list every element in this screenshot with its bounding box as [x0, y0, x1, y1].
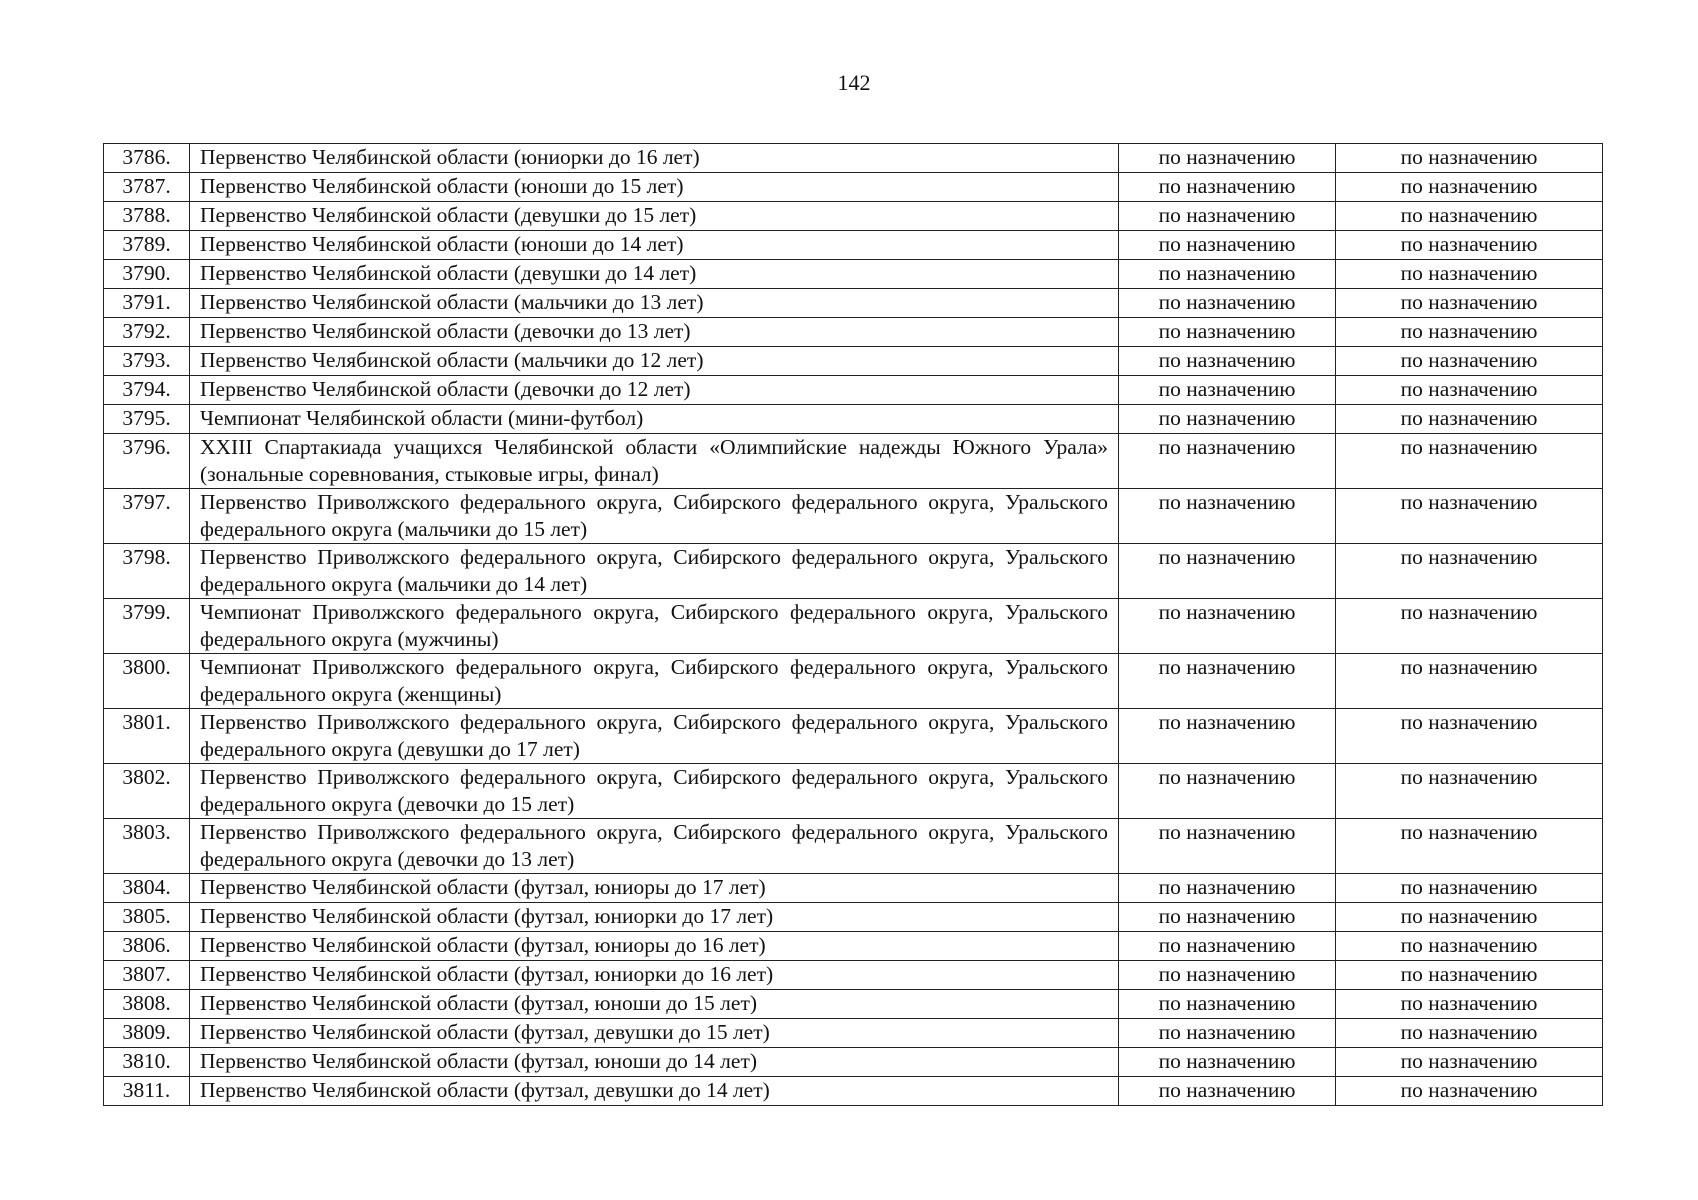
event-name: Первенство Приволжского федерального округа, Сибирского федерального округа, Уральского федерального округа (девочки до 15 лет) [190, 764, 1119, 819]
row-number: 3810. [104, 1048, 190, 1077]
row-number: 3792. [104, 318, 190, 347]
col4-value: по назначению [1336, 990, 1603, 1019]
table-row [104, 764, 1603, 819]
row-number: 3788. [104, 202, 190, 231]
event-name: Первенство Челябинской области (юниорки до 16 лет) [190, 144, 1119, 173]
col3-value: по назначению [1119, 599, 1336, 654]
table-row [104, 318, 1603, 347]
row-number: 3798. [104, 544, 190, 599]
row-number: 3804. [104, 874, 190, 903]
table-row [104, 599, 1603, 654]
row-number: 3796. [104, 434, 190, 489]
row-number: 3791. [104, 289, 190, 318]
col3-value: по назначению [1119, 347, 1336, 376]
col3-value: по назначению [1119, 874, 1336, 903]
col4-value: по назначению [1336, 654, 1603, 709]
table-row [104, 173, 1603, 202]
col4-value: по назначению [1336, 599, 1603, 654]
col4-value: по назначению [1336, 231, 1603, 260]
event-name: Первенство Челябинской области (футзал, юноши до 14 лет) [190, 1048, 1119, 1077]
col3-value: по назначению [1119, 544, 1336, 599]
event-name: Чемпионат Приволжского федерального округа, Сибирского федерального округа, Уральского федерального округа (женщины) [190, 654, 1119, 709]
event-name: Первенство Челябинской области (футзал, юниоры до 17 лет) [190, 874, 1119, 903]
row-number: 3790. [104, 260, 190, 289]
event-name: Первенство Челябинской области (футзал, юноши до 15 лет) [190, 990, 1119, 1019]
col4-value: по назначению [1336, 819, 1603, 874]
row-number: 3795. [104, 405, 190, 434]
event-name: Чемпионат Челябинской области (мини-футбол) [190, 405, 1119, 434]
row-number: 3794. [104, 376, 190, 405]
table-row [104, 1048, 1603, 1077]
event-name: Первенство Приволжского федерального округа, Сибирского федерального округа, Уральского федерального округа (мальчики до 15 лет) [190, 489, 1119, 544]
event-name: Первенство Челябинской области (футзал, юниорки до 17 лет) [190, 903, 1119, 932]
col4-value: по назначению [1336, 903, 1603, 932]
col3-value: по назначению [1119, 990, 1336, 1019]
col4-value: по назначению [1336, 932, 1603, 961]
table-row [104, 903, 1603, 932]
col4-value: по назначению [1336, 709, 1603, 764]
col3-value: по назначению [1119, 434, 1336, 489]
col3-value: по назначению [1119, 144, 1336, 173]
col3-value: по назначению [1119, 819, 1336, 874]
table-row [104, 289, 1603, 318]
page-number: 142 [837, 70, 871, 95]
row-number: 3809. [104, 1019, 190, 1048]
col3-value: по назначению [1119, 289, 1336, 318]
event-name: Первенство Челябинской области (юноши до 15 лет) [190, 173, 1119, 202]
col4-value: по назначению [1336, 961, 1603, 990]
col4-value: по назначению [1336, 544, 1603, 599]
col3-value: по назначению [1119, 764, 1336, 819]
col4-value: по назначению [1336, 260, 1603, 289]
row-number: 3799. [104, 599, 190, 654]
row-number: 3806. [104, 932, 190, 961]
table-row [104, 654, 1603, 709]
event-name: Первенство Челябинской области (футзал, юниоры до 16 лет) [190, 932, 1119, 961]
row-number: 3789. [104, 231, 190, 260]
col4-value: по назначению [1336, 489, 1603, 544]
row-number: 3802. [104, 764, 190, 819]
col3-value: по назначению [1119, 173, 1336, 202]
col4-value: по назначению [1336, 144, 1603, 173]
col3-value: по назначению [1119, 903, 1336, 932]
col4-value: по назначению [1336, 376, 1603, 405]
col4-value: по назначению [1336, 1077, 1603, 1106]
col3-value: по назначению [1119, 1077, 1336, 1106]
col3-value: по назначению [1119, 932, 1336, 961]
col4-value: по назначению [1336, 1048, 1603, 1077]
col3-value: по назначению [1119, 202, 1336, 231]
table-row [104, 709, 1603, 764]
col3-value: по назначению [1119, 1019, 1336, 1048]
col3-value: по назначению [1119, 376, 1336, 405]
col4-value: по назначению [1336, 347, 1603, 376]
event-name: Первенство Челябинской области (девушки до 14 лет) [190, 260, 1119, 289]
row-number: 3800. [104, 654, 190, 709]
event-name: Первенство Челябинской области (футзал, девушки до 15 лет) [190, 1019, 1119, 1048]
table-row [104, 1077, 1603, 1106]
col3-value: по назначению [1119, 260, 1336, 289]
event-name: Первенство Челябинской области (девочки до 13 лет) [190, 318, 1119, 347]
table-row [104, 347, 1603, 376]
col3-value: по назначению [1119, 489, 1336, 544]
row-number: 3807. [104, 961, 190, 990]
row-number: 3808. [104, 990, 190, 1019]
row-number: 3786. [104, 144, 190, 173]
col3-value: по назначению [1119, 961, 1336, 990]
col3-value: по назначению [1119, 654, 1336, 709]
event-name: XXIII Спартакиада учащихся Челябинской области «Олимпийские надежды Южного Урала» (зональные соревнования, стыковые игры, финал) [190, 434, 1119, 489]
table-row [104, 1019, 1603, 1048]
table-row [104, 932, 1603, 961]
col4-value: по назначению [1336, 1019, 1603, 1048]
event-name: Первенство Челябинской области (юноши до 14 лет) [190, 231, 1119, 260]
table-row [104, 819, 1603, 874]
col3-value: по назначению [1119, 405, 1336, 434]
events-table [103, 143, 1603, 1106]
event-name: Чемпионат Приволжского федерального округа, Сибирского федерального округа, Уральского федерального округа (мужчины) [190, 599, 1119, 654]
table-row [104, 990, 1603, 1019]
row-number: 3801. [104, 709, 190, 764]
row-number: 3793. [104, 347, 190, 376]
table-row [104, 434, 1603, 489]
table-row [104, 376, 1603, 405]
col4-value: по назначению [1336, 874, 1603, 903]
col4-value: по назначению [1336, 434, 1603, 489]
table-row [104, 961, 1603, 990]
row-number: 3811. [104, 1077, 190, 1106]
event-name: Первенство Челябинской области (мальчики до 13 лет) [190, 289, 1119, 318]
table-row [104, 489, 1603, 544]
event-name: Первенство Челябинской области (футзал, юниорки до 16 лет) [190, 961, 1119, 990]
col4-value: по назначению [1336, 173, 1603, 202]
event-name: Первенство Челябинской области (девочки до 12 лет) [190, 376, 1119, 405]
col3-value: по назначению [1119, 1048, 1336, 1077]
row-number: 3797. [104, 489, 190, 544]
event-name: Первенство Приволжского федерального округа, Сибирского федерального округа, Уральского федерального округа (мальчики до 14 лет) [190, 544, 1119, 599]
table-row [104, 231, 1603, 260]
event-name: Первенство Приволжского федерального округа, Сибирского федерального округа, Уральского федерального округа (девочки до 13 лет) [190, 819, 1119, 874]
event-name: Первенство Приволжского федерального округа, Сибирского федерального округа, Уральского федерального округа (девушки до 17 лет) [190, 709, 1119, 764]
row-number: 3805. [104, 903, 190, 932]
col4-value: по назначению [1336, 405, 1603, 434]
event-name: Первенство Челябинской области (девушки до 15 лет) [190, 202, 1119, 231]
table-row [104, 260, 1603, 289]
col3-value: по назначению [1119, 318, 1336, 347]
event-name: Первенство Челябинской области (мальчики до 12 лет) [190, 347, 1119, 376]
col3-value: по назначению [1119, 231, 1336, 260]
col4-value: по назначению [1336, 289, 1603, 318]
col3-value: по назначению [1119, 709, 1336, 764]
table-row [104, 874, 1603, 903]
col4-value: по назначению [1336, 764, 1603, 819]
col4-value: по назначению [1336, 318, 1603, 347]
row-number: 3803. [104, 819, 190, 874]
table-row [104, 405, 1603, 434]
event-name: Первенство Челябинской области (футзал, девушки до 14 лет) [190, 1077, 1119, 1106]
table-row [104, 544, 1603, 599]
row-number: 3787. [104, 173, 190, 202]
col4-value: по назначению [1336, 202, 1603, 231]
table-row [104, 144, 1603, 173]
table-row [104, 202, 1603, 231]
